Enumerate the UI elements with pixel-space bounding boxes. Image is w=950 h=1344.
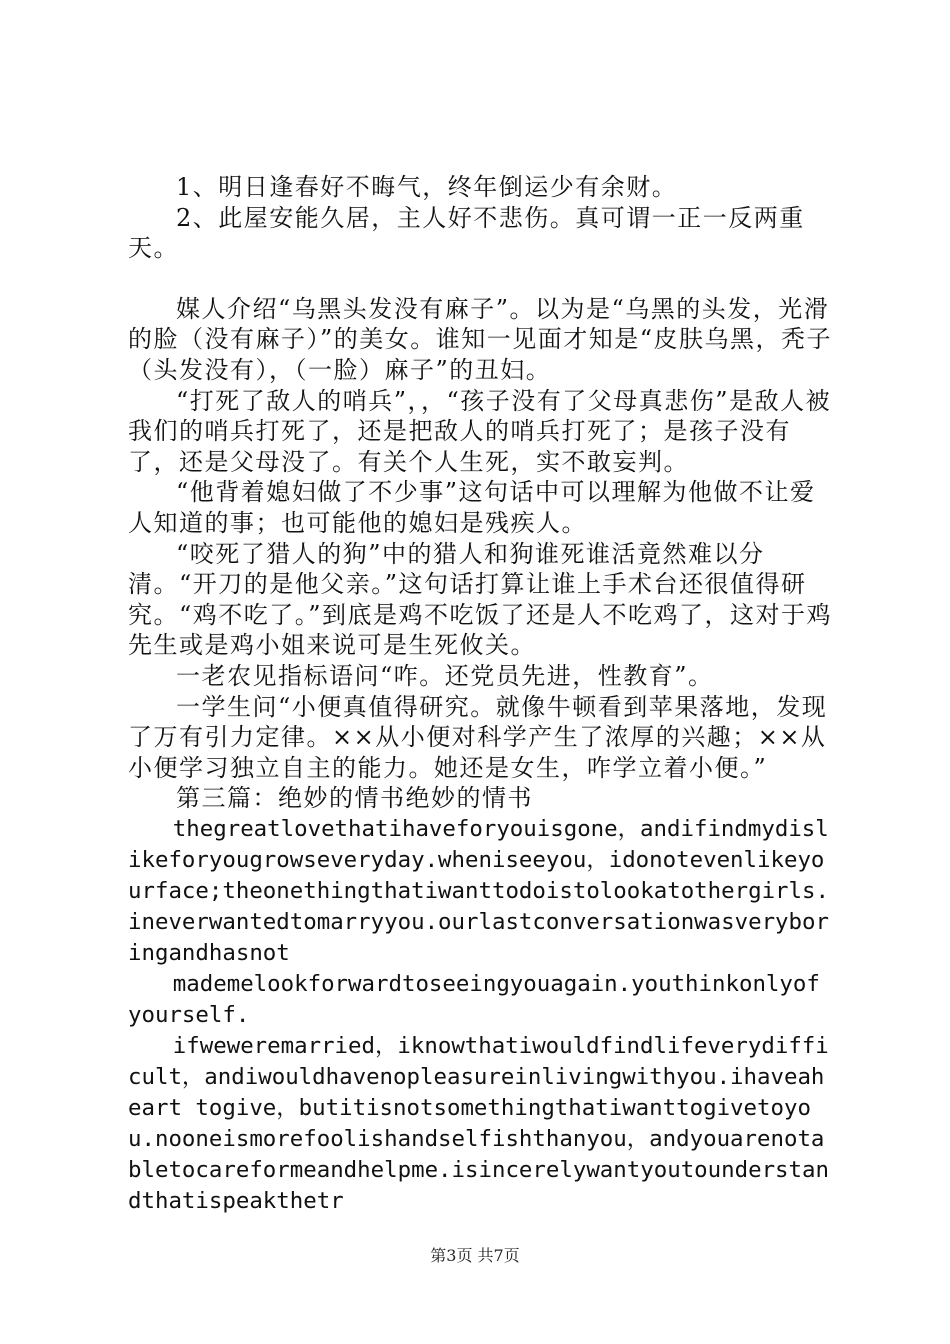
letter-paragraph-2: mademelookforwardtoseeingyouagain.youthinkonlyofyourself.	[128, 970, 820, 1028]
page-number: 第3页 共7页	[430, 1246, 520, 1265]
paragraph-matchmaker: 媒人介绍“乌黑头发没有麻子”。以为是“乌黑的头发，光滑的脸（没有麻子）”的美女。谁知一见面才知是“皮肤乌黑，秃子（头发没有），（一脸）麻子”的丑妇。	[128, 294, 833, 384]
letter-paragraph-3: ifweweremarried，iknowthatiwouldfindlifeverydifficult，andiwouldhavenopleasureinlivingwithyou.ihaveaheart togive，butitisnotsomethingthatiwanttogivetoyou.nooneismorefoolishandselfishthanyou，andyouarenotabletocareformeandhelpme.isincerelywantyoutounderstandthatispeakthetr	[128, 1032, 829, 1214]
paragraph-student: 一学生问“小便真值得研究。就像牛顿看到苹果落地，发现了万有引力定律。××从小便对科学产生了浓厚的兴趣；××从小便学习独立自主的能力。她还是女生，咋学立着小便。”	[128, 692, 828, 782]
letter-paragraph-1: thegreatlovethatihaveforyouisgone，andifindmydislikeforyougrowseveryday.wheniseeyou，idonotevenlikeyourface;theonethingthatiwanttodoistolookatothergirls.ineverwantedtomarryyou.ourlastconversationwasveryboringandhasnot	[128, 815, 829, 966]
paragraph-gap	[128, 264, 833, 294]
section-heading: 第三篇：绝妙的情书绝妙的情书	[176, 784, 533, 813]
paragraph-farmer: 一老农见指标语问“咋。还党员先进，性教育”。	[176, 661, 714, 690]
paragraph-sentry: “打死了敌人的哨兵”，，“孩子没有了父母真悲伤”是敌人被我们的哨兵打死了，还是把敌人的哨兵打死了；是孩子没有了，还是父母没了。有关个人生死，实不敢妄判。	[128, 386, 832, 476]
paragraph-hunter-dog: “咬死了猎人的狗”中的猎人和狗谁死谁活竟然难以分清。“开刀的是他父亲。”这句话打算让谁上手术台还很值得研究。“鸡不吃了。”到底是鸡不吃饭了还是人不吃鸡了，这对于鸡先生或是鸡小姐来说可是生死攸关。	[128, 539, 833, 660]
list-item-1: 1、明日逢春好不晦气，终年倒运少有余财。	[176, 173, 678, 201]
paragraph-wife: “他背着媳妇做了不少事”这句话中可以理解为他做不让爱人知道的事；也可能他的媳妇是残疾人。	[128, 478, 816, 537]
page-footer	[0, 1243, 950, 1266]
list-item-2: 2、此屋安能久居，主人好不悲伤。真可谓一正一反两重天。	[128, 203, 805, 263]
document-body	[128, 172, 833, 1217]
